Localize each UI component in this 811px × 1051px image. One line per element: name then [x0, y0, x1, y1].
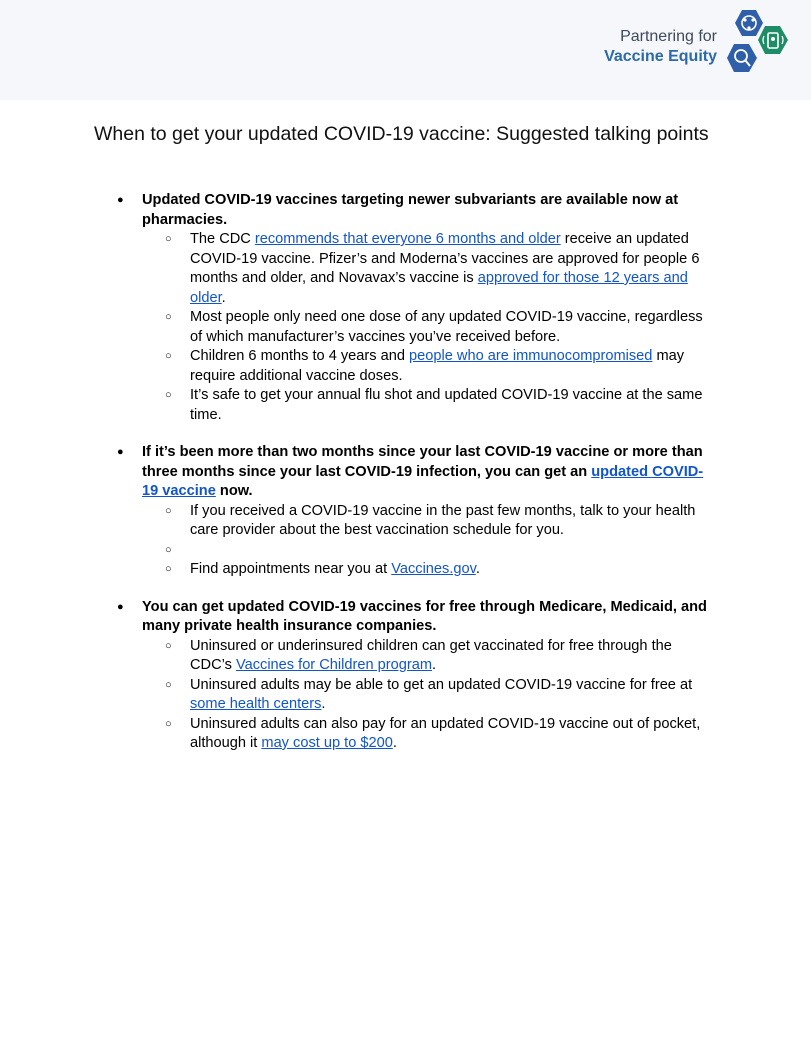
sub-point-list [142, 230, 714, 425]
text: . [221, 289, 226, 306]
text: receive an updated COVID-19 vaccine. Pfizer’s and Moderna’s vaccines are approved for people 6 months and older, and Novavax’s vaccine is [190, 231, 700, 286]
talking-point-timing [94, 443, 714, 580]
brand-line-2: Vaccine Equity [604, 48, 717, 65]
cost-link[interactable]: may cost up to $200 [261, 735, 393, 751]
health-centers-link[interactable]: some health centers [190, 696, 322, 712]
sub-point-additional-doses [142, 347, 714, 386]
text: If it’s been more than two months since your last COVID-19 vaccine or more than three months since your last COVID-19 infection, you can get an [142, 444, 703, 480]
talking-point-cost [94, 598, 714, 754]
immunocompromised-link[interactable]: people who are immunocompromised [409, 348, 653, 364]
vaccines-gov-link[interactable]: Vaccines.gov [391, 561, 476, 577]
text: It’s safe to get your annual flu shot and updated COVID-19 vaccine at the same time. [190, 387, 703, 423]
vaccines-for-children-link[interactable]: Vaccines for Children program [235, 657, 432, 673]
brand-line-1: Partnering for [620, 28, 717, 45]
text: Most people only need one dose of any updated COVID-19 vaccine, regardless of which manufacturer’s vaccines you’ve received before. [190, 309, 703, 345]
brand-name [604, 27, 717, 67]
text: Uninsured or underinsured children can get vaccinated for free through the CDC’s [190, 637, 672, 673]
point-heading: ● You can get updated COVID-19 vaccines for free through Medicare, Medicaid, and many private health insurance companies. [142, 598, 707, 634]
sub-point-find-appointments [142, 560, 714, 580]
text: Children 6 months to 4 years and [190, 348, 410, 364]
point-heading: ● Updated COVID-19 vaccines targeting newer subvariants are available now at pharmacies. [142, 192, 679, 228]
text: . [392, 735, 397, 751]
sub-point-one-dose [142, 308, 714, 347]
vaccine-equity-logo-icon [720, 8, 800, 88]
sub-point-cdc-recommendation [142, 230, 714, 308]
text: now. [215, 483, 253, 499]
text: . [431, 657, 437, 673]
text: Uninsured adults may be able to get an updated COVID-19 vaccine for free at [190, 676, 693, 693]
novavax-approval-link[interactable]: approved for those 12 years and older [190, 270, 688, 306]
text: . [321, 696, 326, 712]
point-heading [142, 443, 714, 502]
text: Uninsured adults can also pay for an updated COVID-19 vaccine out of pocket, although it [190, 715, 701, 751]
sub-point-flu-shot [142, 386, 714, 425]
text: The CDC [190, 231, 255, 247]
text: Find appointments near you at [190, 561, 392, 577]
document-title: When to get your updated COVID-19 vaccine: Suggested talking points [94, 123, 709, 145]
sub-point-list [142, 637, 714, 754]
sub-point-health-centers [142, 676, 714, 715]
logo-hex-bottom [727, 44, 757, 72]
sub-point-list [142, 502, 714, 580]
updated-vaccine-link[interactable]: updated COVID-19 vaccine [142, 463, 704, 499]
logo-hex-top [735, 10, 763, 36]
text: . [475, 561, 480, 577]
sub-point-recent-vaccine [142, 502, 714, 541]
talking-point-availability [94, 191, 714, 425]
sub-point-children-program [142, 637, 714, 676]
sub-point-empty [142, 541, 714, 561]
text: may require additional vaccine doses. [190, 348, 685, 384]
sub-point-out-of-pocket [142, 715, 714, 754]
talking-points [94, 191, 714, 772]
text: If you received a COVID-19 vaccine in the past few months, talk to your health care provider about the best vaccination schedule for you. [190, 502, 696, 538]
cdc-recommends-link[interactable]: recommends that everyone 6 months and older [254, 231, 561, 247]
page-header [0, 0, 811, 100]
